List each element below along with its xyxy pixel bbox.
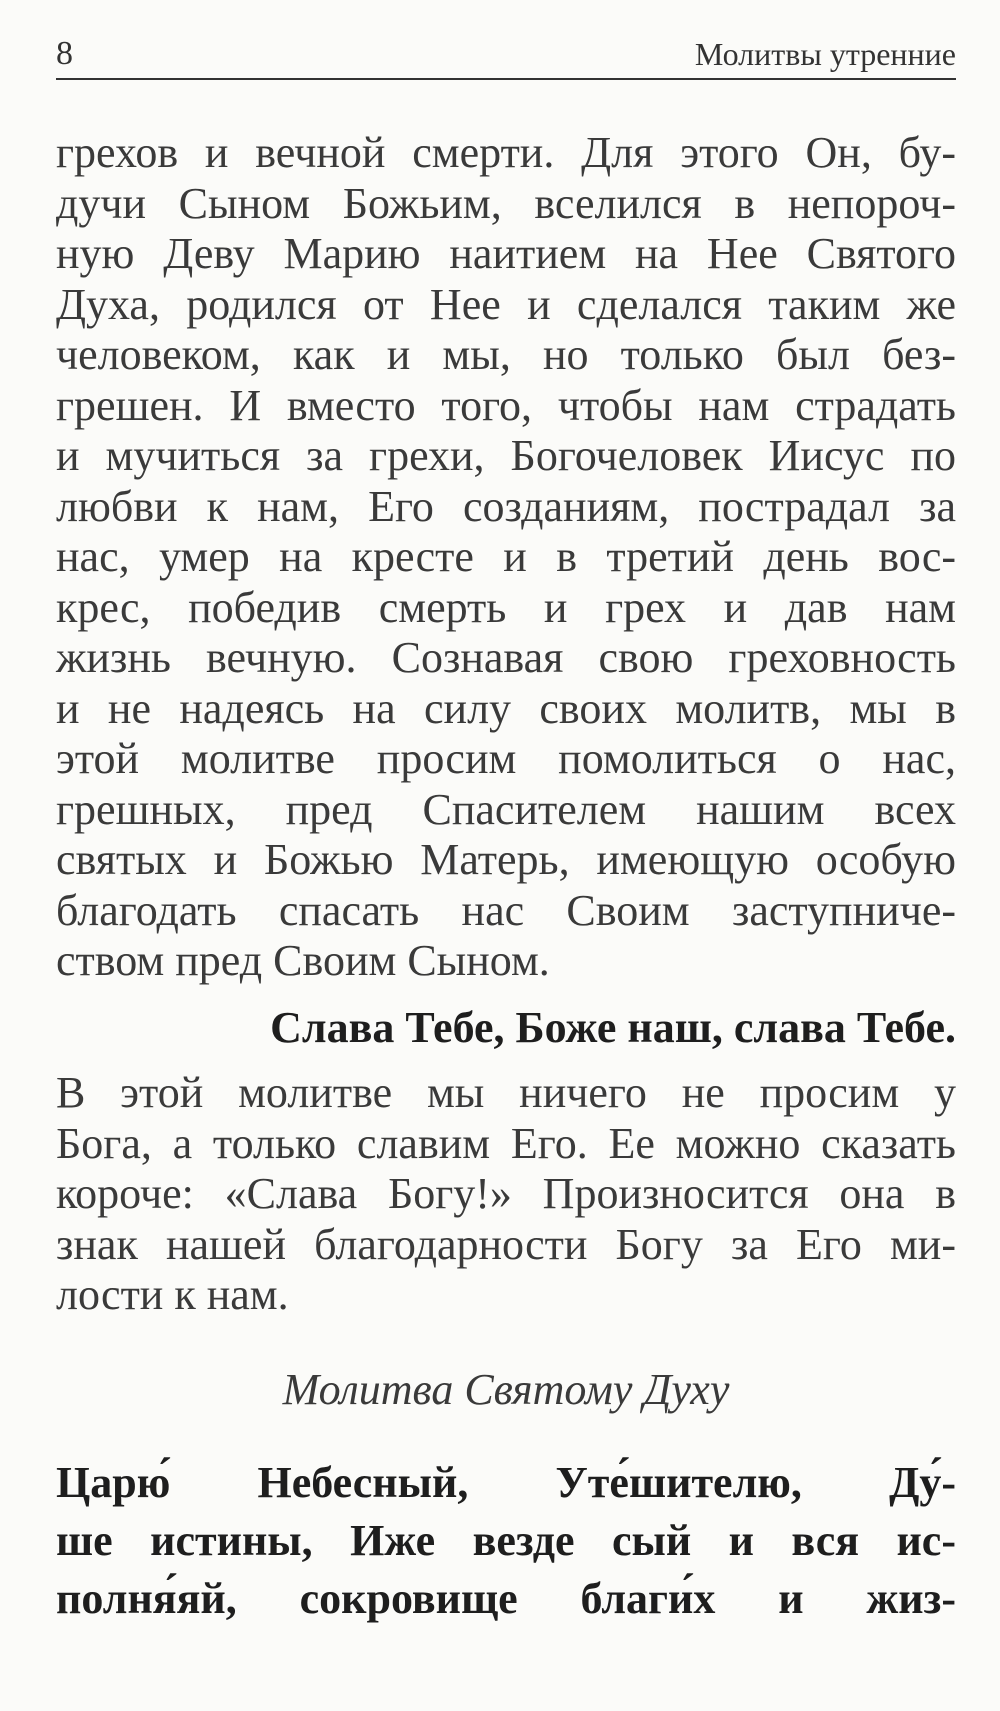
text-line: любви к нам, Его созданиям, пострадал за [56,481,956,531]
text-line: В этой молитве мы ничего не просим у [56,1068,956,1117]
prayer-line: ше истины, Иже везде сый и вся ис- [56,1516,956,1565]
prayer-holy-spirit [56,1454,956,1628]
text-line: и не надеясь на силу своих молитв, мы в [56,683,956,733]
text-line: лости к нам. [56,1270,289,1319]
prayer-line: полня́яй, сокровище благи́х и жиз- [56,1574,956,1623]
text-line: Бога, а только славим Его. Ее можно сказать [56,1118,956,1168]
text-line: Духа, родился от Нее и сделался таким же [56,279,956,329]
text-line: грехов и вечной смерти. Для этого Он, бу- [56,128,956,177]
text-line: ную Деву Марию наитием на Нее Святого [56,229,956,278]
text-line: человеком, как и мы, но только был без- [56,330,956,379]
text-line: благодать спасать нас Своим заступниче- [56,885,956,935]
text-line: и мучиться за грехи, Богочеловек Иисус по [56,431,956,480]
text-line: грешен. И вместо того, чтобы нам страдать [56,380,956,430]
prayer-line: Царю́ Небесный, Уте́шителю, Ду́- [56,1458,956,1507]
text-line: святых и Божью Матерь, имеющую особую [56,835,956,884]
text-line: крес, победив смерть и грех и дав нам [56,582,956,632]
text-line: жизнь вечную. Сознавая свою греховность [56,633,956,682]
commentary-paragraph-1 [56,128,956,987]
page-header [56,34,956,80]
section-title: Молитва Святому Духу [282,1365,730,1414]
prayer-glory-heading: Слава Тебе, Боже наш, слава Тебе. [270,1003,956,1052]
text-line: этой молитве просим помолиться о нас, [56,734,956,783]
text-line: знак нашей благодарности Богу за Его ми- [56,1219,956,1269]
running-title: Молитвы утренние [694,36,956,72]
text-line: грешных, пред Спасителем нашим всех [56,784,956,834]
text-line: нас, умер на кресте и в третий день вос- [56,532,956,581]
page-number: 8 [56,35,73,72]
commentary-paragraph-2 [56,1068,956,1321]
text-line: дучи Сыном Божьим, вселился в непороч- [56,178,956,228]
text-line: короче: «Слава Богу!» Произносится она в [56,1169,956,1218]
text-line: ством пред Своим Сыном. [56,936,550,985]
